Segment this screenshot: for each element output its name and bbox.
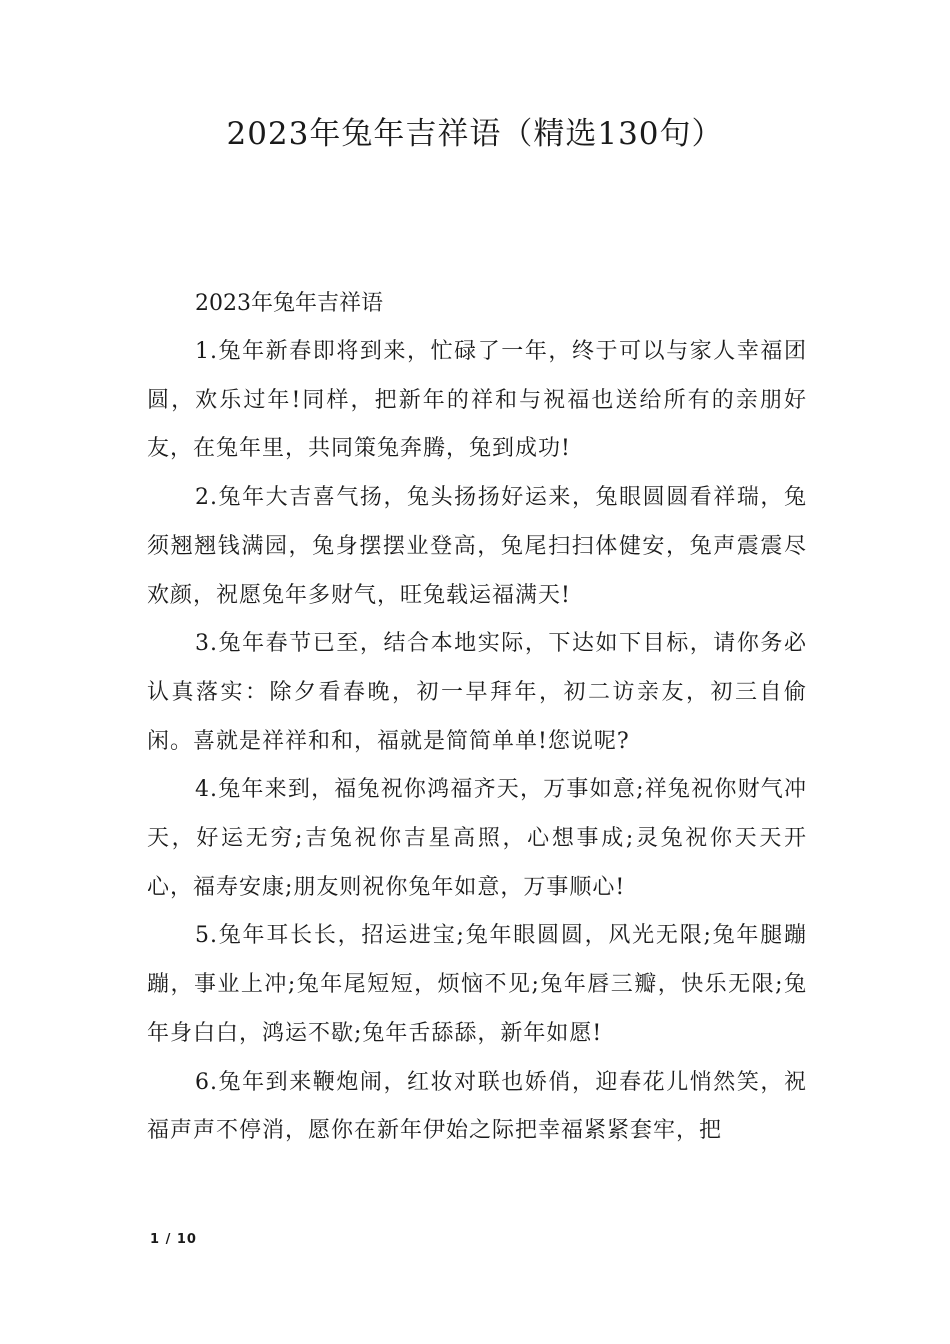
- paragraph-3: 3.兔年春节已至，结合本地实际，下达如下目标，请你务必认真落实：除夕看春晚，初一早拜年，初二访亲友，初三自偷闲。喜就是祥祥和和，福就是简简单单!您说呢?: [147, 631, 807, 754]
- paragraph-1: 1.兔年新春即将到来，忙碌了一年，终于可以与家人幸福团圆，欢乐过年!同样，把新年的祥和与祝福也送给所有的亲朋好友，在兔年里，共同策兔奔腾，兔到成功!: [147, 339, 807, 462]
- page-number: 1 / 10: [150, 1232, 197, 1247]
- paragraph-2: 2.兔年大吉喜气扬，兔头扬扬好运来，兔眼圆圆看祥瑞，兔须翘翘钱满园，兔身摆摆业登高，兔尾扫扫体健安，兔声震震尽欢颜，祝愿兔年多财气，旺兔载运福满天!: [147, 485, 807, 608]
- section-heading: 2023年兔年吉祥语: [195, 291, 383, 316]
- paragraph-6: 6.兔年到来鞭炮闹，红妆对联也娇俏，迎春花儿悄然笑，祝福声声不停消，愿你在新年伊始之际把幸福紧紧套牢，把: [147, 1069, 807, 1144]
- document-title: 2023年兔年吉祥语（精选130句）: [226, 116, 724, 152]
- document-body: [147, 280, 807, 1156]
- paragraph-5: 5.兔年耳长长，招运进宝;兔年眼圆圆，风光无限;兔年腿蹦蹦，事业上冲;兔年尾短短，烦恼不见;兔年唇三瓣，快乐无限;兔年身白白，鸿运不歇;兔年舌舔舔，新年如愿!: [147, 923, 807, 1046]
- paragraph-4: 4.兔年来到，福兔祝你鸿福齐天，万事如意;祥兔祝你财气冲天，好运无穷;吉兔祝你吉星高照，心想事成;灵兔祝你天天开心，福寿安康;朋友则祝你兔年如意，万事顺心!: [147, 777, 807, 900]
